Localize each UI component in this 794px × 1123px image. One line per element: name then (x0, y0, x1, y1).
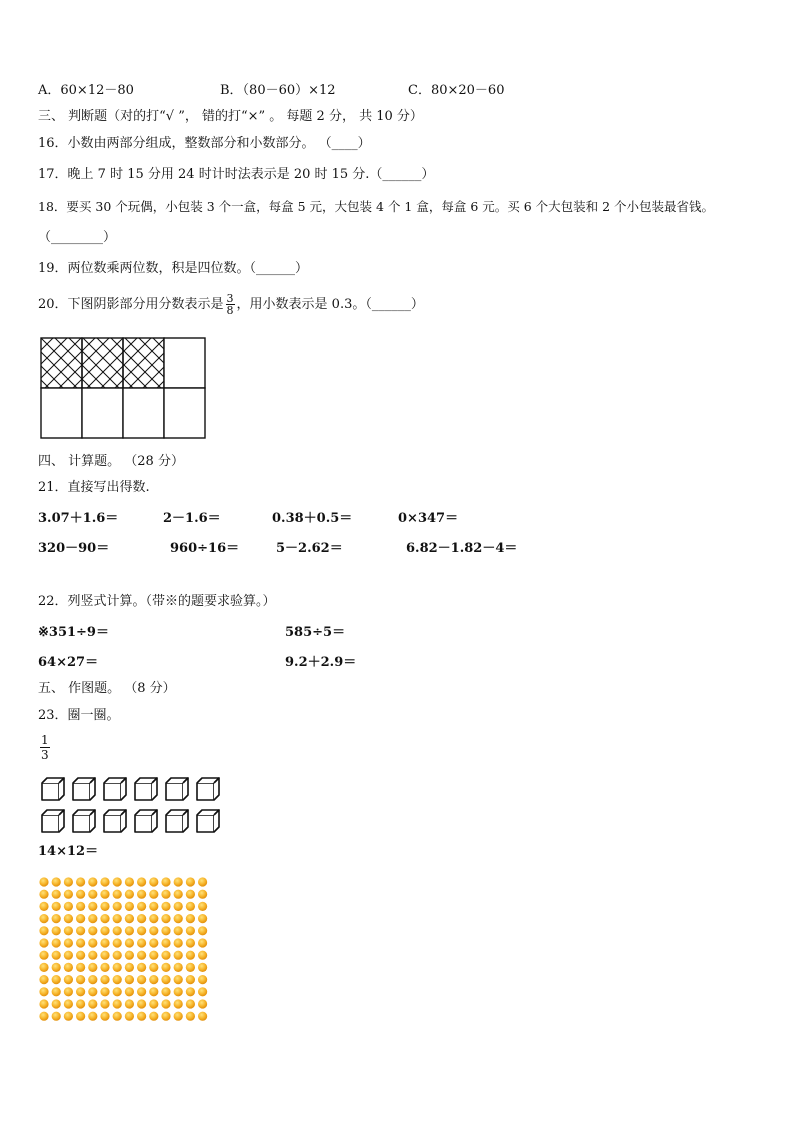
dot (64, 963, 73, 972)
cube (42, 778, 64, 800)
dot (161, 877, 170, 886)
dot (149, 987, 158, 996)
dot (149, 975, 158, 984)
dot (100, 890, 109, 899)
cube (104, 810, 126, 832)
grid-cell (164, 338, 205, 388)
dot (161, 951, 170, 960)
dot (39, 914, 48, 923)
dot (186, 963, 195, 972)
dot (64, 902, 73, 911)
dot (88, 926, 97, 935)
dot (125, 963, 134, 972)
dot (137, 938, 146, 947)
dot (52, 902, 61, 911)
dot (76, 938, 85, 947)
dot (198, 938, 207, 947)
q21-r1-c1: 3.07＋1.6＝ (38, 511, 119, 526)
dot (186, 975, 195, 984)
dot (100, 999, 109, 1008)
dot (174, 877, 183, 886)
dot (186, 951, 195, 960)
section5-title: 五、 作图题。 （8 分） (38, 681, 176, 696)
q21-r1-c4: 0×347＝ (398, 511, 459, 526)
dot (149, 902, 158, 911)
cube (135, 778, 157, 800)
dot (113, 1012, 122, 1021)
q21-title: 21．直接写出得数. (38, 480, 150, 495)
choice-c: C．80×20－60 (408, 83, 505, 98)
dot (113, 987, 122, 996)
dot (149, 890, 158, 899)
dot (198, 975, 207, 984)
grid-cell (82, 388, 123, 438)
q22-item-1: ※351÷9＝ (38, 625, 109, 640)
section4-title: 四、 计算题。 （28 分） (38, 454, 184, 469)
q20-pre: 20．下图阴影部分用分数表示是 (38, 297, 224, 312)
dot (100, 987, 109, 996)
dot (100, 951, 109, 960)
dot (52, 999, 61, 1008)
q19: 19．两位数乘两位数，积是四位数。（______） (38, 261, 309, 276)
dot (64, 938, 73, 947)
dot (137, 914, 146, 923)
dot (52, 877, 61, 886)
q23-fraction (40, 733, 50, 762)
dot (125, 902, 134, 911)
dot (113, 926, 122, 935)
dot (125, 999, 134, 1008)
dot (64, 914, 73, 923)
q22-item-4: 9.2＋2.9＝ (285, 655, 357, 670)
dot (64, 999, 73, 1008)
dot (174, 999, 183, 1008)
dot (113, 914, 122, 923)
dot (137, 999, 146, 1008)
dot (137, 877, 146, 886)
grid-cell-shaded (82, 338, 123, 388)
dot (100, 963, 109, 972)
dot (39, 987, 48, 996)
cube (166, 810, 188, 832)
dot (39, 1012, 48, 1021)
dot (76, 951, 85, 960)
dot (88, 963, 97, 972)
dot (161, 914, 170, 923)
dot (100, 902, 109, 911)
dot (39, 975, 48, 984)
dot (161, 938, 170, 947)
dot (88, 1012, 97, 1021)
cube (42, 810, 64, 832)
dot (186, 902, 195, 911)
q20-frac-num: 3 (226, 292, 234, 305)
dot (88, 951, 97, 960)
dot (125, 1012, 134, 1021)
dot (125, 890, 134, 899)
dot (125, 975, 134, 984)
dot (64, 975, 73, 984)
dot (52, 926, 61, 935)
q22-title: 22．列竖式计算。（带※的题要求验算。） (38, 594, 276, 609)
dot (198, 926, 207, 935)
dot (161, 963, 170, 972)
dot (52, 914, 61, 923)
q23-dot-array (36, 874, 212, 1026)
dot (198, 1012, 207, 1021)
dot (39, 999, 48, 1008)
dot (161, 902, 170, 911)
dot (161, 975, 170, 984)
q21-r2-c1: 320－90＝ (38, 541, 110, 556)
dot (186, 914, 195, 923)
dot (52, 890, 61, 899)
grid-cell (123, 388, 164, 438)
dot (125, 951, 134, 960)
q22-item-3: 64×27＝ (38, 655, 99, 670)
dot (76, 975, 85, 984)
q23-frac-num: 1 (41, 733, 49, 747)
dot (64, 1012, 73, 1021)
dot (76, 890, 85, 899)
dot (137, 963, 146, 972)
dot (113, 999, 122, 1008)
dot (198, 877, 207, 886)
dot (52, 963, 61, 972)
dot (174, 951, 183, 960)
dot (186, 999, 195, 1008)
dot (100, 914, 109, 923)
dot (64, 987, 73, 996)
dot (186, 987, 195, 996)
q20 (38, 290, 424, 320)
dot (113, 951, 122, 960)
dot (39, 951, 48, 960)
dot (39, 938, 48, 947)
q18: 18．要买 30 个玩偶，小包装 3 个一盒，每盒 5 元，大包装 4 个 1 盒，每盒 6 元。买 6 个大包装和 2 个小包装最省钱。 (38, 199, 715, 214)
dot (76, 999, 85, 1008)
q20-grid-figure (40, 337, 206, 439)
dot (174, 890, 183, 899)
q23-expr: 14×12＝ (38, 844, 99, 859)
dot (76, 914, 85, 923)
dot (52, 951, 61, 960)
q23-frac-den: 3 (41, 748, 49, 762)
dot (198, 890, 207, 899)
dot (186, 1012, 195, 1021)
q18-blank: （________） (38, 230, 117, 245)
dot (113, 975, 122, 984)
dot (100, 938, 109, 947)
q20-fraction (226, 293, 235, 316)
dot (174, 914, 183, 923)
dot (39, 926, 48, 935)
dot (174, 902, 183, 911)
dot (100, 1012, 109, 1021)
dot (198, 951, 207, 960)
dot (198, 963, 207, 972)
dot (198, 914, 207, 923)
dot (198, 999, 207, 1008)
choice-b: B．（80－60）×12 (220, 83, 336, 98)
dot (149, 1012, 158, 1021)
dot (137, 975, 146, 984)
dot (186, 938, 195, 947)
dot (125, 926, 134, 935)
dot (39, 877, 48, 886)
dot (88, 902, 97, 911)
choice-a: A．60×12－80 (38, 83, 134, 98)
cube (104, 778, 126, 800)
q23-title: 23．圈一圈。 (38, 708, 120, 723)
dot (113, 890, 122, 899)
dot (149, 938, 158, 947)
dot (39, 902, 48, 911)
dot (198, 987, 207, 996)
q23-cubes (40, 776, 230, 836)
dot (100, 975, 109, 984)
dot (88, 987, 97, 996)
cube (73, 810, 95, 832)
dot (161, 1012, 170, 1021)
q17: 17．晚上 7 时 15 分用 24 时计时法表示是 20 时 15 分.（______） (38, 167, 435, 182)
dot (64, 890, 73, 899)
dot (149, 951, 158, 960)
grid-cell (164, 388, 205, 438)
dot (149, 963, 158, 972)
dot (76, 987, 85, 996)
dot (161, 999, 170, 1008)
dot (113, 902, 122, 911)
dot (174, 987, 183, 996)
dot (186, 926, 195, 935)
dot (52, 938, 61, 947)
dot (88, 890, 97, 899)
dot (64, 951, 73, 960)
dot (113, 877, 122, 886)
dot (64, 877, 73, 886)
dot (100, 926, 109, 935)
dot (52, 987, 61, 996)
dot (186, 877, 195, 886)
cube (73, 778, 95, 800)
section3-title: 三、 判断题（对的打“√ ”， 错的打“×” 。 每题 2 分， 共 10 分） (38, 109, 423, 124)
dot (125, 914, 134, 923)
dot (137, 951, 146, 960)
dot (149, 926, 158, 935)
dot (76, 877, 85, 886)
dot (76, 902, 85, 911)
grid-cell (41, 388, 82, 438)
dot (39, 890, 48, 899)
dot (174, 963, 183, 972)
dot (88, 975, 97, 984)
dot (137, 926, 146, 935)
dot (137, 902, 146, 911)
cube (135, 810, 157, 832)
q22-item-2: 585÷5＝ (285, 625, 346, 640)
q21-r2-c4: 6.82－1.82－4＝ (406, 541, 518, 556)
dot (149, 999, 158, 1008)
dot (100, 877, 109, 886)
dot (198, 902, 207, 911)
q20-frac-den: 8 (226, 304, 234, 317)
dot (125, 987, 134, 996)
dot (113, 963, 122, 972)
dot (161, 890, 170, 899)
q20-post: ，用小数表示是 0.3。（______） (236, 297, 424, 312)
dot (113, 938, 122, 947)
dot (88, 914, 97, 923)
q21-r2-c3: 5－2.62＝ (276, 541, 343, 556)
q16: 16．小数由两部分组成，整数部分和小数部分。 （____） (38, 136, 371, 151)
cube (197, 810, 219, 832)
dot (149, 914, 158, 923)
dot (39, 963, 48, 972)
q21-r1-c3: 0.38＋0.5＝ (272, 511, 353, 526)
grid-cell-shaded (41, 338, 82, 388)
dot (52, 1012, 61, 1021)
dot (149, 877, 158, 886)
dot (174, 975, 183, 984)
dot (64, 926, 73, 935)
dot (125, 877, 134, 886)
dot (174, 1012, 183, 1021)
dot (161, 987, 170, 996)
dot (137, 1012, 146, 1021)
dot (88, 938, 97, 947)
dot (76, 963, 85, 972)
dot (125, 938, 134, 947)
q21-r1-c2: 2－1.6＝ (163, 511, 221, 526)
cube (166, 778, 188, 800)
dot (174, 926, 183, 935)
q21-r2-c2: 960÷16＝ (170, 541, 240, 556)
dot (186, 890, 195, 899)
dot (161, 926, 170, 935)
cube (197, 778, 219, 800)
dot (52, 975, 61, 984)
dot (76, 1012, 85, 1021)
dot (88, 999, 97, 1008)
dot (137, 890, 146, 899)
dot (76, 926, 85, 935)
dot (88, 877, 97, 886)
dot (174, 938, 183, 947)
dot (137, 987, 146, 996)
grid-cell-shaded (123, 338, 164, 388)
